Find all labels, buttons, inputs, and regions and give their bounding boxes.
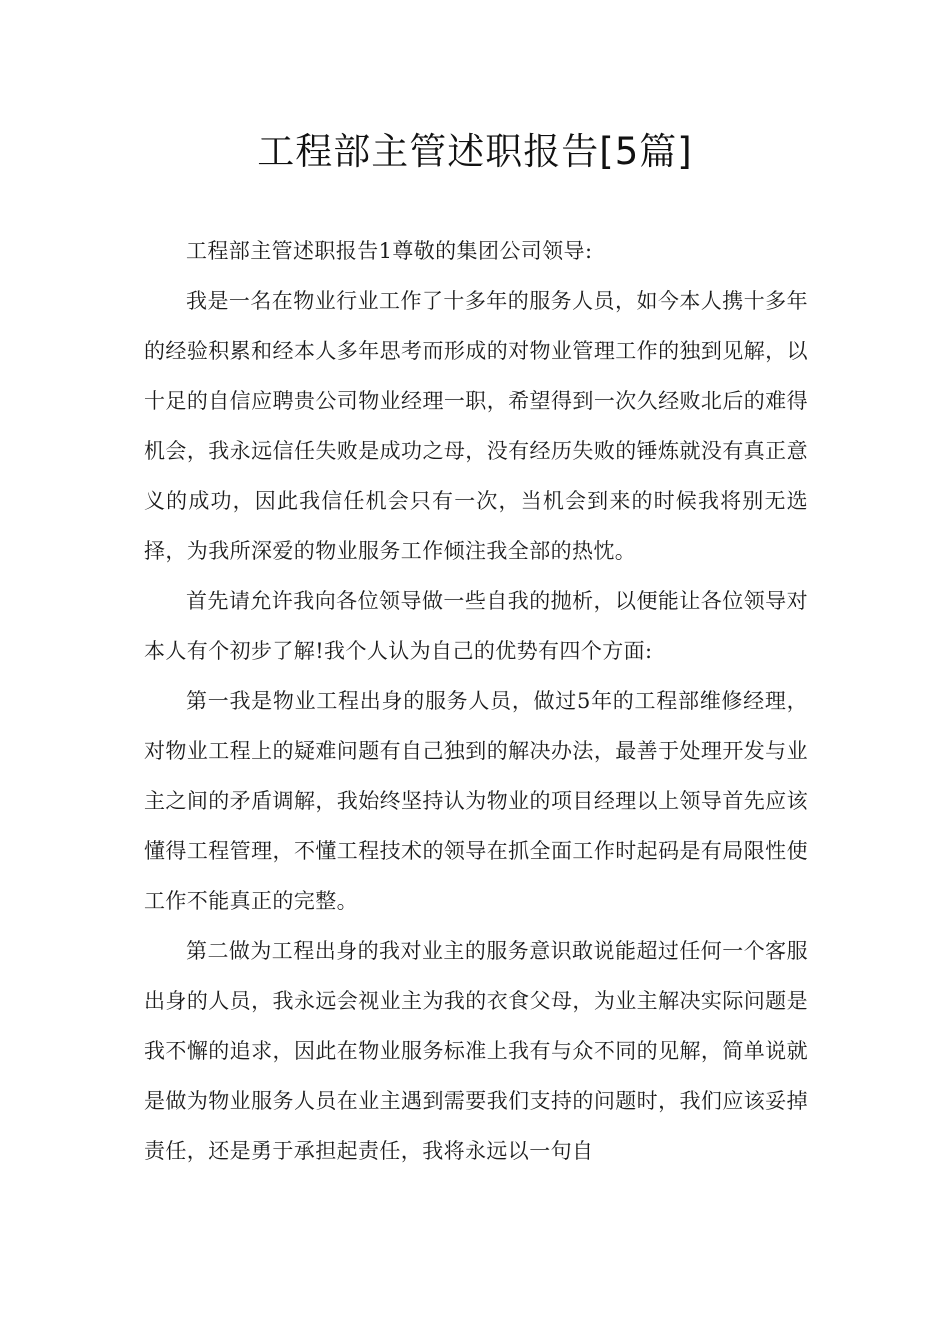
paragraph-introduction: 我是一名在物业行业工作了十多年的服务人员，如今本人携十多年的经验积累和经本人多年思考而形成的对物业管理工作的独到见解，以十足的自信应聘贵公司物业经理一职，希望得到一次久经败北后的难得机会，我永远信任失败是成功之母，没有经历失败的锤炼就没有真正意义的成功，因此我信任机会只有一次，当机会到来的时候我将别无选择，为我所深爱的物业服务工作倾注我全部的热忱。 xyxy=(144,289,808,563)
paragraph-greeting: 工程部主管述职报告1尊敬的集团公司领导: xyxy=(186,239,593,263)
paragraph-self-analysis: 首先请允许我向各位领导做一些自我的抛析，以便能让各位领导对本人有个初步了解!我个人认为自己的优势有四个方面: xyxy=(144,589,808,663)
paragraph-advantage-one: 第一我是物业工程出身的服务人员，做过5年的工程部维修经理，对物业工程上的疑难问题有自己独到的解决办法，最善于处理开发与业主之间的矛盾调解，我始终坚持认为物业的项目经理以上领导首先应该懂得工程管理，不懂工程技术的领导在抓全面工作时起码是有局限性使工作不能真正的完整。 xyxy=(144,689,808,913)
document-body xyxy=(144,226,808,1176)
paragraph-advantage-two: 第二做为工程出身的我对业主的服务意识敢说能超过任何一个客服出身的人员，我永远会视业主为我的衣食父母，为业主解决实际问题是我不懈的追求，因此在物业服务标准上我有与众不同的见解，简单说就是做为物业服务人员在业主遇到需要我们支持的问题时，我们应该妥掉责任，还是勇于承担起责任，我将永远以一句自 xyxy=(144,939,808,1163)
document-title: 工程部主管述职报告[5篇] xyxy=(257,130,693,173)
